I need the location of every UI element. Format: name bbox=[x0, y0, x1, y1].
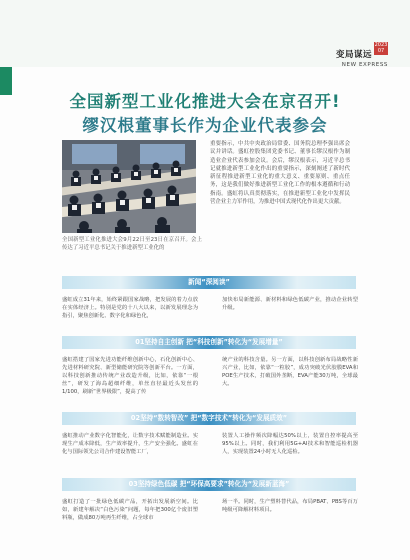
title-line-1: 全国新型工业化推进大会在京召开! bbox=[69, 92, 341, 111]
intro-text-right: 重要指示，中共中央政治局常委、国务院总理李强出席会议并讲话。盛虹控股集团党委书记、董事长缪汉根作为制造业企业代表参加会议。会后，缪汉根表示，习近平总书记就推进新型工业化作出的重要指示，深刻阐述了新时代新征程推进新型工业化的重大意义、重要原则、重点任务，这是我们做好推进新型工业化工作的根本遵循和行动指南。盛虹将认真贯彻落实，在推进新型工业化中发挥民营企业主力军作用，为推进中国式现代化作出更大贡献。 bbox=[210, 141, 350, 206]
conference-photo bbox=[62, 140, 196, 233]
intro-paragraph-left: 盛虹成立31年来，始终紧跟国家战略，把发展的着力点放在实体经济上。特别是党的十八大以来，以新发展理念为指引，聚焦创新化、数字化和绿色化， bbox=[62, 297, 198, 320]
section-intro-label: 新闻“深阅读” bbox=[188, 278, 230, 286]
article-title bbox=[0, 90, 410, 138]
section-2-label: 02坚持“数转智改” 把“数字技术”转化为“发展质效” bbox=[130, 414, 288, 422]
brand-title: 变局谋远 bbox=[335, 50, 372, 60]
section-3-paragraph-left: 盛虹打造了一批绿色低碳产品，开拓出发展新空间。比如，新建年解决“白色污染”问题，每年把300亿个废旧塑料瓶，做成80万吨再生纤维，占全球市 bbox=[62, 499, 198, 522]
section-header-2 bbox=[62, 412, 356, 425]
magazine-brand bbox=[336, 42, 388, 68]
section-1-label: 01坚持自主创新 把“科技创新”转化为“发展增量” bbox=[135, 338, 283, 346]
conference-meeting-photo-icon bbox=[62, 140, 196, 233]
section-header-intro bbox=[62, 276, 356, 289]
brand-subtitle: NEW EXPRESS bbox=[341, 62, 388, 68]
issue-badge: 2023 07 bbox=[374, 42, 388, 54]
section-header-1 bbox=[62, 336, 356, 349]
section-2-paragraph-right: 装置人工操作频次降幅达50%以上，装置自控率提高至95%以上。同时，我们利用5G+AI技术和智能巡检机器人，实现装置24小时无人化巡检。 bbox=[222, 433, 358, 456]
photo-caption: 全国新型工业化推进大会9月22日至23日在京召开。会上传达了习近平总书记关于推进新型工业化的 bbox=[62, 237, 202, 252]
section-2-paragraph-left: 盛虹推动产业数字化智能化，让数字技术赋能制造业。实现生产成本降低，生产效率提升，生产安全强化。盛虹在化与国际领先公司合作建设智能工厂， bbox=[62, 433, 198, 456]
section-3-label: 03坚持绿色低碳 把“环保高要求”转化为“发展新蓝海” bbox=[128, 480, 290, 488]
section-header-3 bbox=[62, 478, 356, 491]
section-1-paragraph-right: 统产业的科技含量。另一方面，以科技创新布局战略性新兴产业，比如，依靠“一粒胶”，成功突破光伏胶膜EVA和POE生产技术，打破国外垄断，EVA产能30万吨，全球最大。 bbox=[222, 357, 358, 388]
section-1-paragraph-left: 盛虹搭建了国家先进功能纤维创新中心，石化创新中心、先进材料研究院、新型储能研究院等创新平台。一方面，以科技创新推动传统产业改造升级，比如，依靠“一根丝”，研发了海岛超细纤维，单丝直径最近头发丝的1/100，刷新“世界极限”，提高了传 bbox=[62, 357, 198, 396]
intro-paragraph-right: 加快布局新能源、新材料和绿色低碳产业，推动企业转型升级。 bbox=[222, 297, 358, 312]
section-3-paragraph-right: 场一半。同时，生产塑料替代品，布局PBAT、PBS等百万吨级可降解材料项目。 bbox=[222, 499, 358, 514]
title-line-2: 缪汉根董事长作为企业代表参会 bbox=[82, 116, 328, 135]
